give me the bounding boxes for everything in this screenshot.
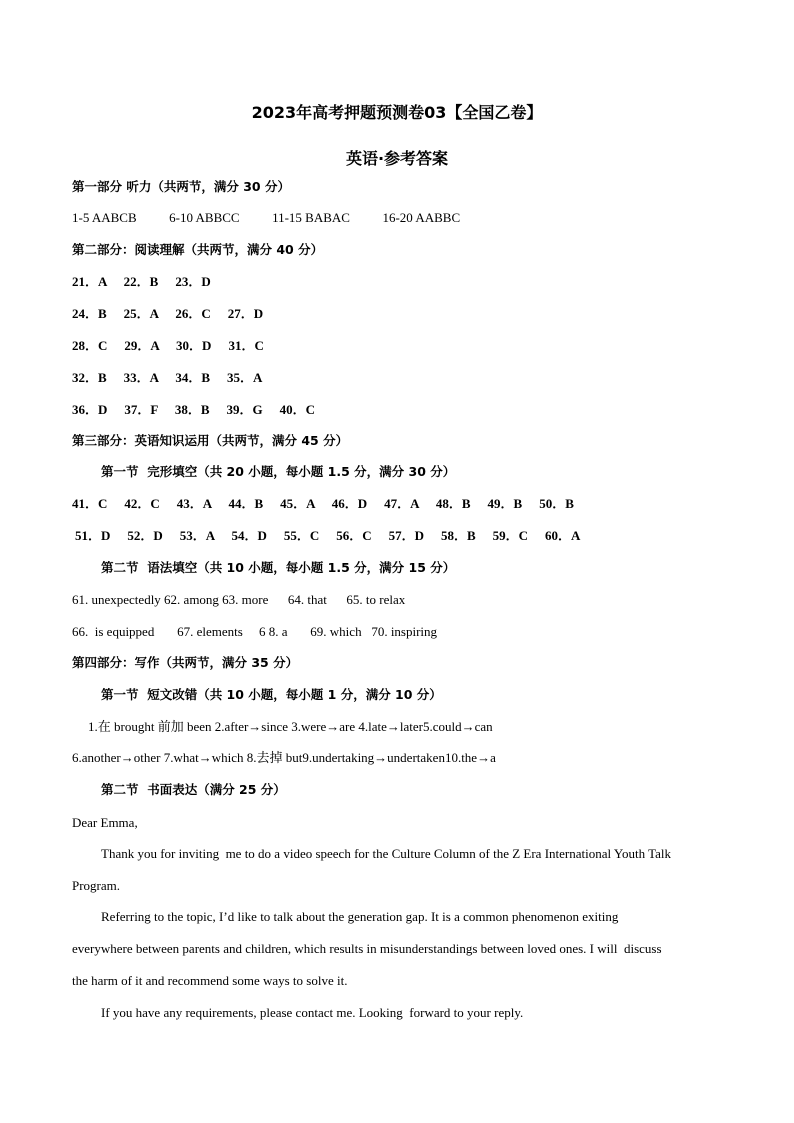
- part3-heading: 第三部分：英语知识运用（共两节，满分 45 分）: [72, 433, 349, 448]
- essay-greeting: Dear Emma,: [72, 815, 138, 830]
- part4-correction-row: 1.在 brought 前加 been 2.after→since 3.were→are 4.late→later5.could→can: [88, 719, 493, 734]
- page-title: 2023年高考押题预测卷03【全国乙卷】: [251, 103, 543, 122]
- part3-cloze-row: 51．D 52．D 53．A 54．D 55．C 56．C 57．D 58．B 59．C 60．A: [75, 528, 581, 543]
- essay-line: If you have any requirements, please contact me. Looking forward to your reply.: [101, 1005, 524, 1020]
- part4-section1-heading: 第一节 短文改错（共 10 小题，每小题 1 分，满分 10 分）: [101, 687, 442, 702]
- page-subtitle: 英语·参考答案: [345, 149, 449, 168]
- essay-line: Referring to the topic, I’d like to talk about the generation gap. It is a common phenomenon exiting: [101, 909, 619, 924]
- part2-heading: 第二部分：阅读理解（共两节，满分 40 分）: [72, 242, 324, 257]
- part2-answer-row: 32．B 33．A 34．B 35．A: [72, 370, 263, 385]
- essay-line: Thank you for inviting me to do a video speech for the Culture Column of the Z Era International Youth Talk: [101, 846, 672, 861]
- part2-answer-row: 21．A 22．B 23．D: [72, 274, 211, 289]
- part3-section1-heading: 第一节 完形填空（共 20 小题，每小题 1.5 分，满分 30 分）: [101, 464, 456, 479]
- essay-line: the harm of it and recommend some ways to solve it.: [72, 973, 348, 988]
- essay-line: everywhere between parents and children, which results in misunderstandings between loved ones. I will discuss: [72, 941, 662, 956]
- part3-cloze-row: 41．C 42．C 43．A 44．B 45．A 46．D 47．A 48．B 49．B 50．B: [72, 496, 574, 511]
- essay-line: Program.: [72, 878, 121, 893]
- part2-answer-row: 36．D 37．F 38．B 39．G 40．C: [72, 402, 316, 417]
- part1-answers: 1-5 AABCB 6-10 ABBCC 11-15 BABAC 16-20 AABBC: [72, 210, 461, 225]
- part3-grammar-row: 66. is equipped 67. elements 6 8. a 69. which 70. inspiring: [72, 624, 438, 639]
- part3-grammar-row: 61. unexpectedly 62. among 63. more 64. that 65. to relax: [72, 592, 406, 607]
- part2-answer-row: 28．C 29．A 30．D 31．C: [72, 338, 264, 353]
- part2-answer-row: 24．B 25．A 26．C 27．D: [72, 306, 264, 321]
- part3-section2-heading: 第二节 语法填空（共 10 小题，每小题 1.5 分，满分 15 分）: [101, 560, 456, 575]
- part4-heading: 第四部分：写作（共两节，满分 35 分）: [72, 655, 299, 670]
- part4-correction-row: 6.another→other 7.what→which 8.去掉 but9.undertaking→undertaken10.the→a: [72, 750, 496, 765]
- part1-heading: 第一部分 听力（共两节，满分 30 分）: [72, 179, 290, 194]
- part4-section2-heading: 第二节 书面表达（满分 25 分）: [101, 782, 286, 797]
